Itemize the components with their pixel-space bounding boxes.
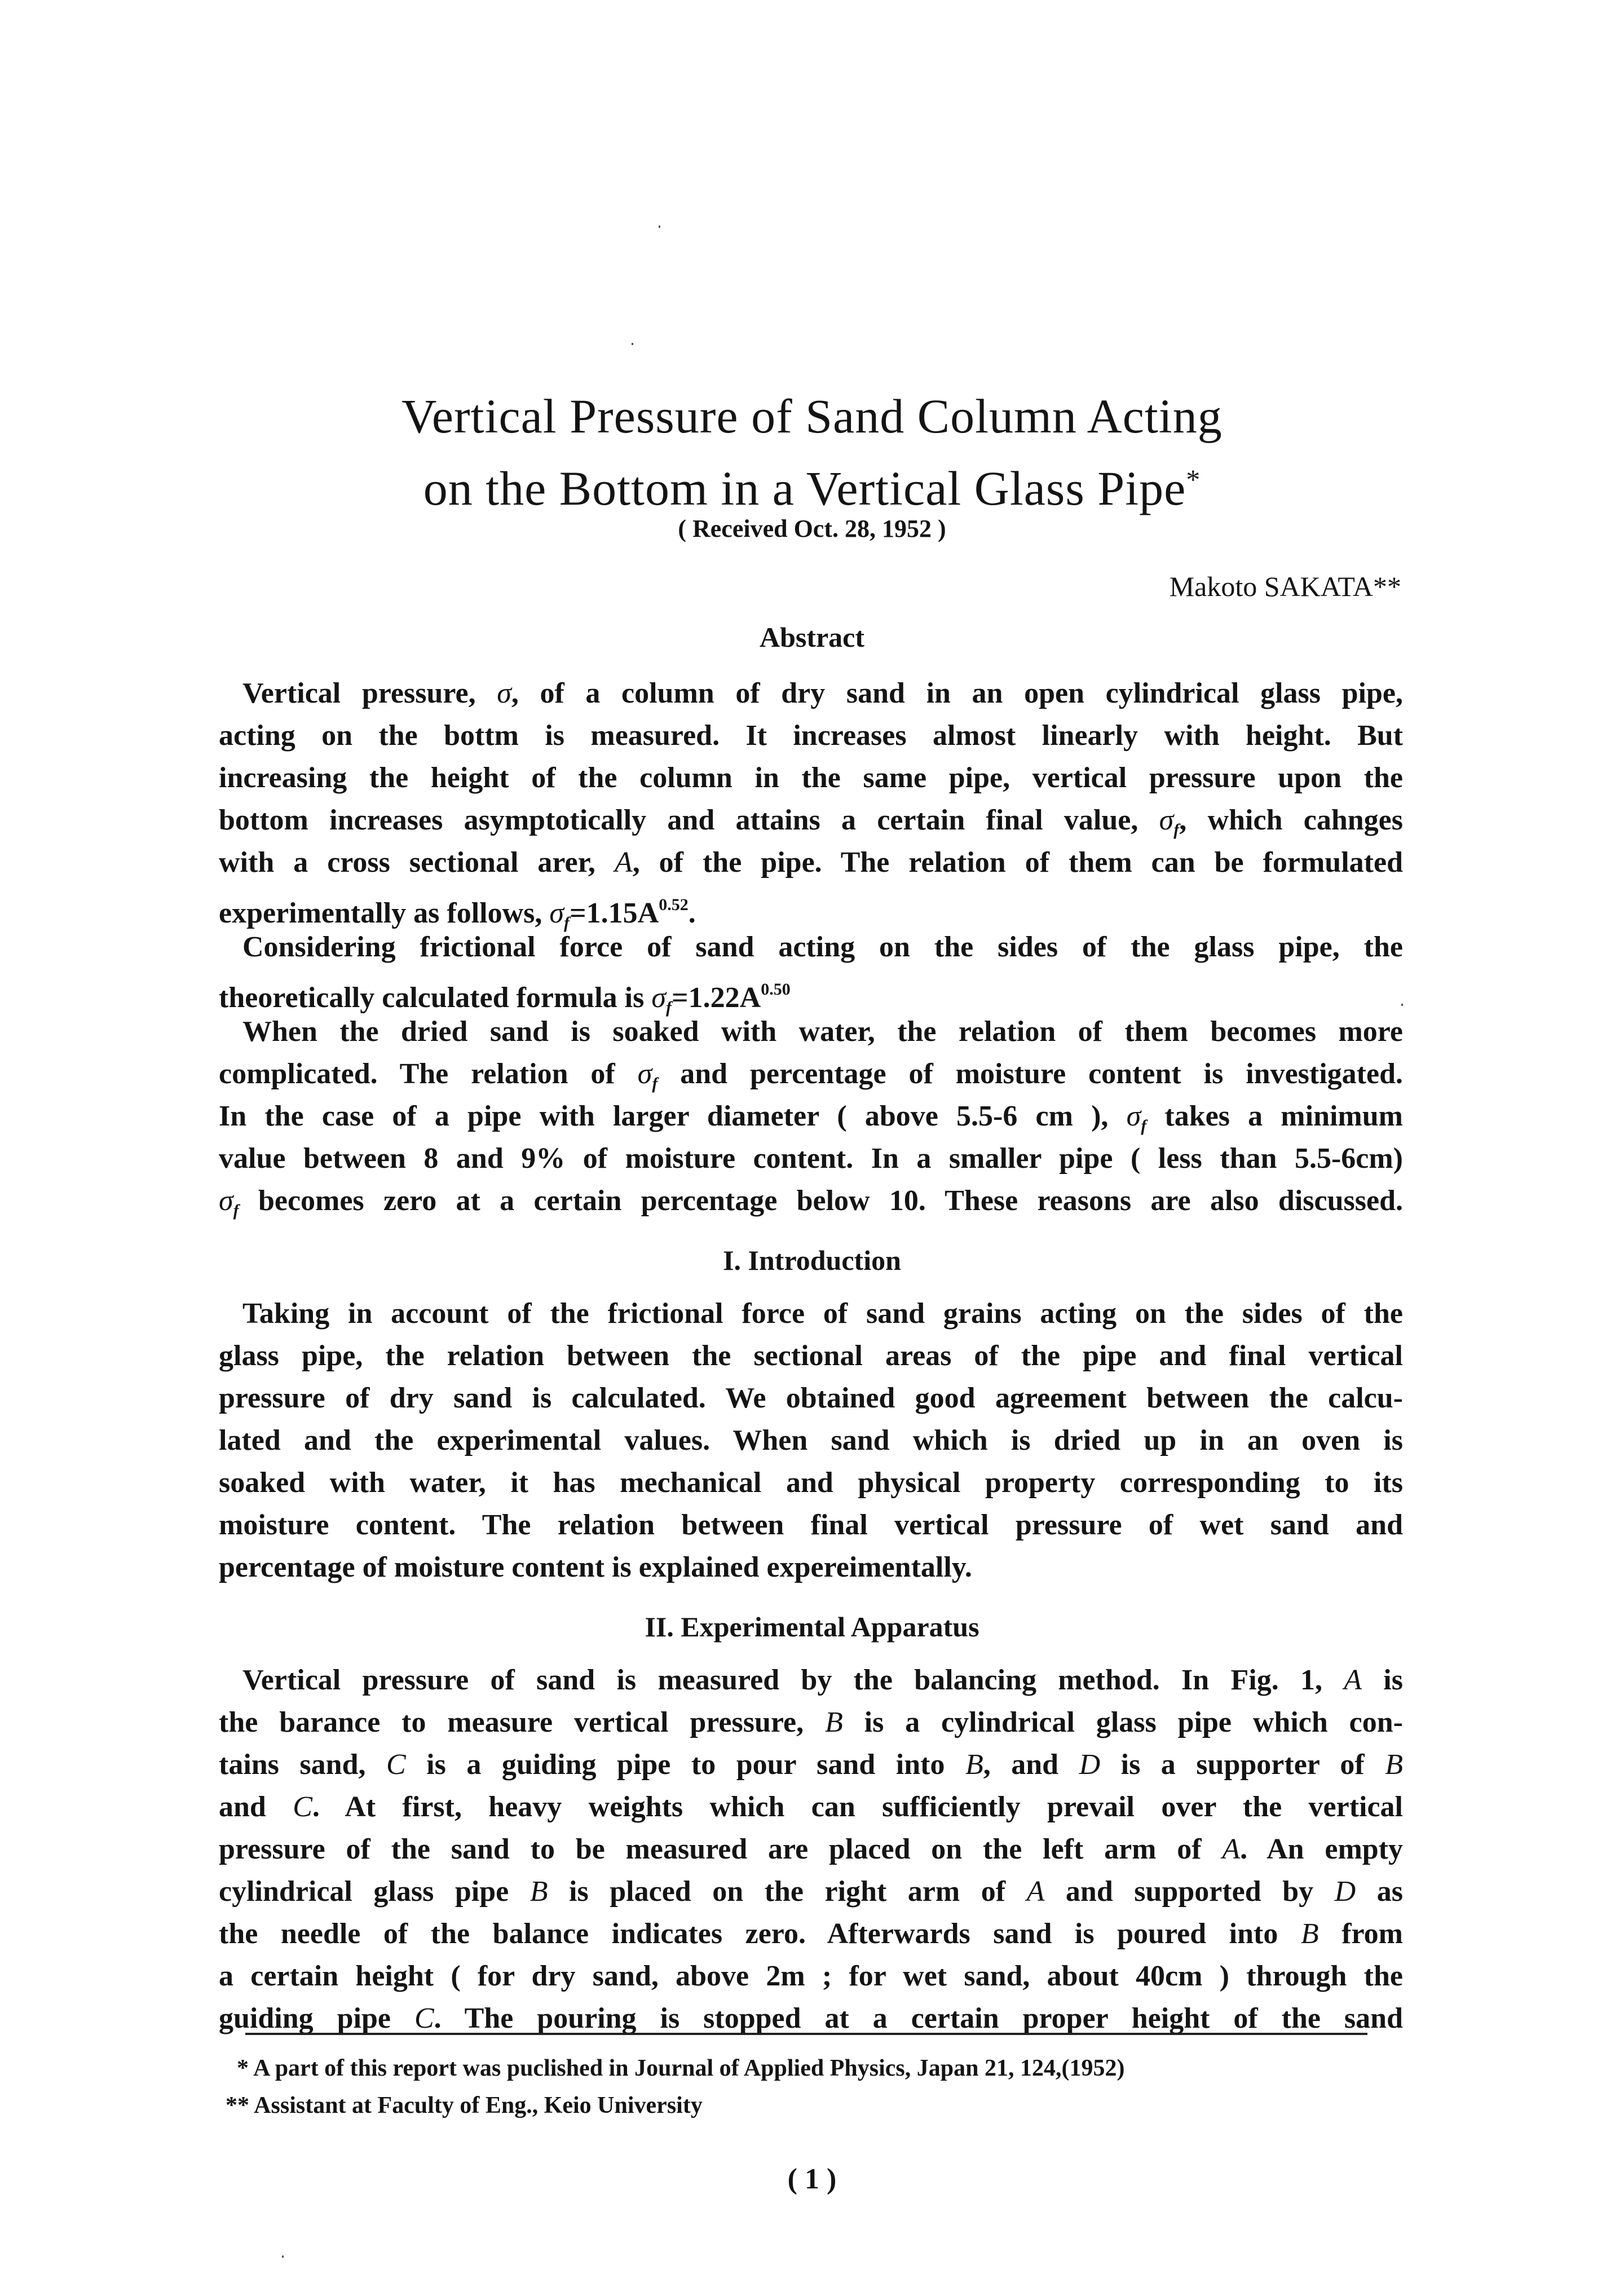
apparatus-line: and C. At first, heavy weights which can sufficiently prevail over the vertical [219,1791,1404,1823]
scan-speck [659,226,660,228]
footnote-1: * A part of this report was puclished in Journal of Applied Physics, Japan 21, 124,(1952) [237,2055,1125,2081]
apparatus-body [219,1659,1403,2040]
introduction-line: glass pipe, the relation between the sectional areas of the pipe and final vertical [219,1340,1403,1372]
apparatus-line: Vertical pressure of sand is measured by the balancing method. In Fig. 1, A is [242,1664,1403,1696]
abstract-formula-theoretical: theoretically calculated formula is $\sigma_f=1.22A^{0.50}$ [219,980,791,1017]
footnote-divider [245,2033,1367,2035]
scan-speck [1401,1004,1403,1006]
abstract-line: acting on the bottm is measured. It increases almost linearly with height. But [219,720,1403,752]
author-name: Makoto SAKATA** [1169,571,1401,602]
apparatus-heading: II. Experimental Apparatus [645,1611,979,1643]
apparatus-line: pressure of the sand to be measured are placed on the left arm of A. An empty [219,1833,1403,1865]
introduction-body [219,1292,1403,1588]
abstract-line: When the dried sand is soaked with water, the relation of them becomes more [242,1016,1403,1048]
abstract-line: In the case of a pipe with larger diameter ( above 5.5-6 cm ), $\sigma_f$ takes a minimum [219,1100,1403,1135]
introduction-line: lated and the experimental values. When sand which is dried up in an oven is [219,1424,1403,1456]
paper-title-line-2 [0,451,1624,517]
abstract-line: Vertical pressure, σ, of a column of dry sand in an open cylindrical glass pipe, [242,677,1403,709]
abstract-line: Considering frictional force of sand acting on the sides of the glass pipe, the [242,931,1403,963]
abstract-line: with a cross sectional arer, A, of the pipe. The relation of them can be formulated [219,846,1403,879]
apparatus-line: the barance to measure vertical pressure, B is a cylindrical glass pipe which con- [219,1706,1403,1738]
apparatus-line: cylindrical glass pipe B is placed on the right arm of A and supported by D as [219,1875,1403,1908]
abstract-body [219,672,1403,1222]
abstract-line: value between 8 and 9% of moisture content. In a smaller pipe ( less than 5.5-6cm) [219,1142,1403,1175]
received-date: ( Received Oct. 28, 1952 ) [678,515,946,542]
abstract-line: increasing the height of the column in the same pipe, vertical pressure upon the [219,762,1403,794]
paper-title-line-1: Vertical Pressure of Sand Column Acting [401,389,1223,443]
apparatus-line: guiding pipe C. The pouring is stopped at a certain proper height of the sand [219,2002,1403,2034]
abstract-line: complicated. The relation of $\sigma_f$ and percentage of moisture content is investigated. [219,1058,1403,1093]
introduction-heading: I. Introduction [723,1244,901,1276]
formula-coefficient: 1.22 [688,982,740,1014]
apparatus-line: tains sand, C is a guiding pipe to pour sand into B, and D is a supporter of B [219,1749,1403,1781]
abstract-line: bottom increases asymptotically and attains a certain final value, $\sigma_f$, which cahnges [219,804,1403,839]
abstract-line: $\sigma_f$ becomes zero at a certain percentage below 10. These reasons are also discussed. [219,1185,1403,1220]
abstract-formula-experimental: experimentally as follows, $\sigma_f=1.15A^{0.52}$. [219,895,696,932]
paper-title-line-2-text: on the Bottom in a Vertical Glass Pipe [423,461,1186,515]
scan-speck [282,2255,284,2258]
apparatus-line: a certain height ( for dry sand, above 2m ; for wet sand, about 40cm ) through the [219,1960,1403,1992]
page-number: ( 1 ) [787,2163,837,2195]
scan-speck [632,343,633,345]
formula-coefficient: 1.15 [586,897,638,929]
title-footnote-marker: * [1186,464,1201,495]
introduction-line: pressure of dry sand is calculated. We obtained good agreement between the calcu- [219,1382,1403,1414]
sigma-symbol: σ [497,677,511,709]
formula-exponent: 0.50 [761,980,791,999]
formula-exponent: 0.52 [659,895,689,914]
introduction-line: soaked with water, it has mechanical and physical property corresponding to its [219,1467,1403,1499]
apparatus-line: the needle of the balance indicates zero. Afterwards sand is poured into B from [219,1918,1403,1950]
introduction-line: Taking in account of the frictional force of sand grains acting on the sides of the [242,1297,1403,1330]
introduction-line: percentage of moisture content is explained expereimentally. [219,1551,972,1583]
abstract-heading: Abstract [759,621,865,653]
footnote-2: ** Assistant at Faculty of Eng., Keio University [226,2093,703,2118]
introduction-line: moisture content. The relation between final vertical pressure of wet sand and [219,1509,1403,1541]
